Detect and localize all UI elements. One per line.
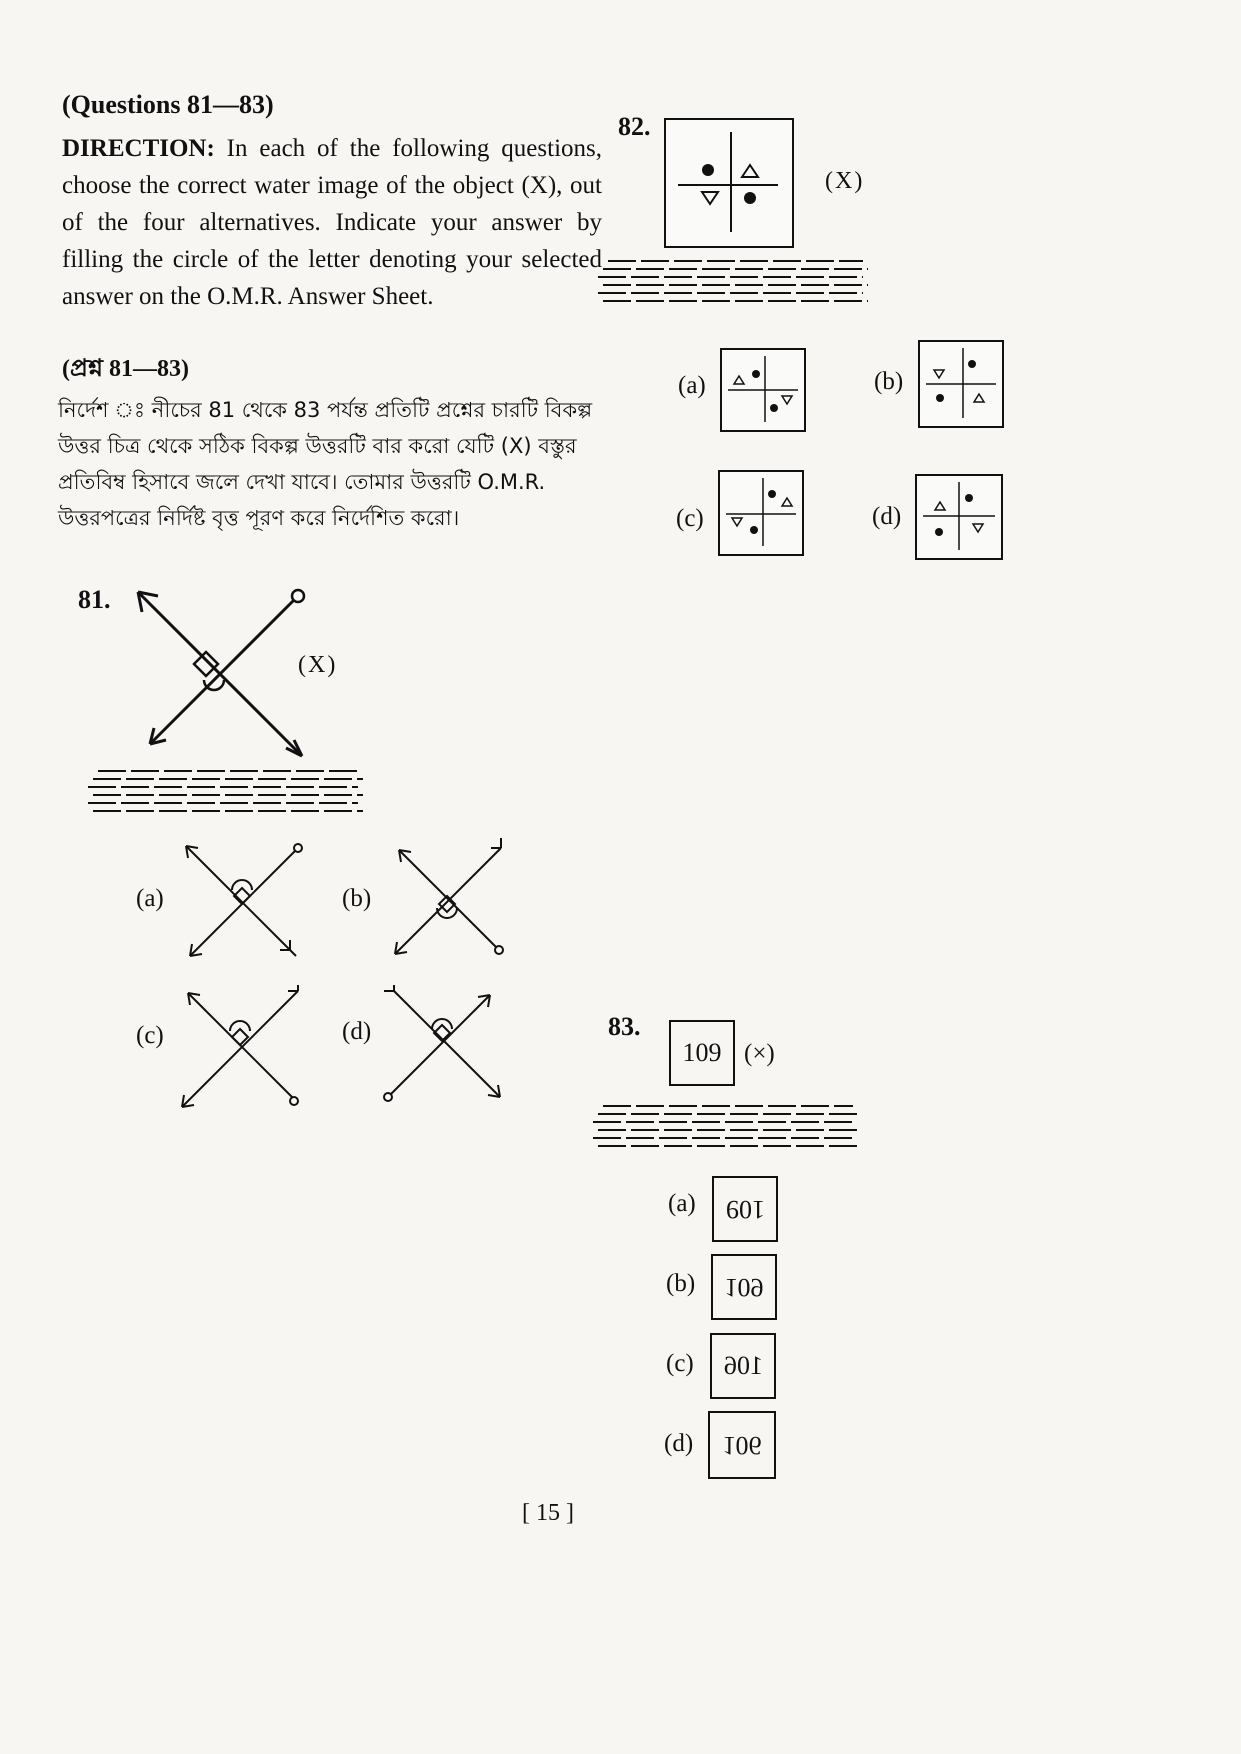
q83-option-a-box[interactable] (712, 1176, 778, 1242)
q81-option-a-label[interactable]: (a) (136, 885, 164, 912)
q83-option-c-value: 106 (723, 1351, 763, 1380)
direction-en (62, 130, 602, 315)
q82-option-c-label[interactable]: (c) (676, 505, 704, 532)
q82-option-b-label[interactable]: (b) (874, 368, 904, 395)
direction-label: DIRECTION: (62, 135, 215, 162)
q82-option-d-figure[interactable] (915, 474, 1003, 560)
q81-option-b-label[interactable]: (b) (342, 885, 372, 912)
q82-option-a-figure[interactable] (720, 348, 806, 432)
q82-option-c-figure[interactable] (718, 470, 804, 556)
direction-text: In each of the following questions, choose the correct water image of the object (X), out of the four alternatives. Indicate your answer by filling the circle of the letter denoting your selected answer on the O.M.R. Answer Sheet. (62, 135, 602, 310)
q81-option-d-figure[interactable] (380, 985, 510, 1115)
q83-object-value: 109 (682, 1038, 722, 1067)
q83-option-a-label[interactable]: (a) (668, 1190, 696, 1217)
water-lines-icon (593, 1100, 863, 1150)
water-lines-icon (88, 765, 368, 815)
water-lines-icon (598, 255, 873, 305)
section-heading-en: (Questions 81—83) (62, 90, 274, 119)
question-81-number: 81. (78, 585, 111, 614)
page-number: [ 15 ] (522, 1500, 574, 1526)
q83-option-d-box[interactable] (708, 1411, 776, 1479)
q83-option-b-label[interactable]: (b) (666, 1270, 696, 1297)
q82-option-a-label[interactable]: (a) (678, 372, 706, 399)
q82-object-figure (664, 118, 794, 248)
q83-option-d-label[interactable]: (d) (664, 1430, 694, 1457)
q81-option-d-label[interactable]: (d) (342, 1018, 372, 1045)
q81-option-c-figure[interactable] (178, 985, 308, 1115)
q83-option-c-label[interactable]: (c) (666, 1350, 694, 1377)
q82-object-label: (X) (825, 168, 865, 194)
q83-option-a-value: 109 (725, 1195, 765, 1224)
q83-option-b-box[interactable] (711, 1254, 777, 1320)
section-heading-bn: (প্রশ্ন 81—83) (62, 356, 190, 382)
q81-option-a-figure[interactable] (178, 838, 308, 968)
q83-option-d-value: 106 (722, 1431, 762, 1460)
q81-option-b-figure[interactable] (385, 838, 515, 968)
q82-option-d-label[interactable]: (d) (872, 503, 902, 530)
q81-option-c-label[interactable]: (c) (136, 1022, 164, 1049)
q83-option-b-value: 109 (724, 1273, 764, 1302)
q83-object-label: (×) (744, 1040, 775, 1067)
q83-option-c-box[interactable] (710, 1333, 776, 1399)
question-82-number: 82. (618, 112, 651, 141)
q83-object-box (669, 1020, 735, 1086)
q81-object-label: (X) (298, 652, 338, 678)
direction-bn: নির্দেশ ঃ নীচের 81 থেকে 83 পর্যন্ত প্রতিটি প্রশ্নের চারটি বিকল্প উত্তর চিত্র থেকে সঠিক বিকল্প উত্তরটি বার করো যেটি (X) বস্তুর প্রতিবিম্ব হিসাবে জলে দেখা যাবে। তোমার উত্তরটি O.M.R. উত্তরপত্রের নির্দিষ্ট বৃত্ত পূরণ করে নির্দেশিত করো। (58, 398, 593, 530)
question-83-number: 83. (608, 1012, 641, 1041)
q82-option-b-figure[interactable] (918, 340, 1004, 428)
